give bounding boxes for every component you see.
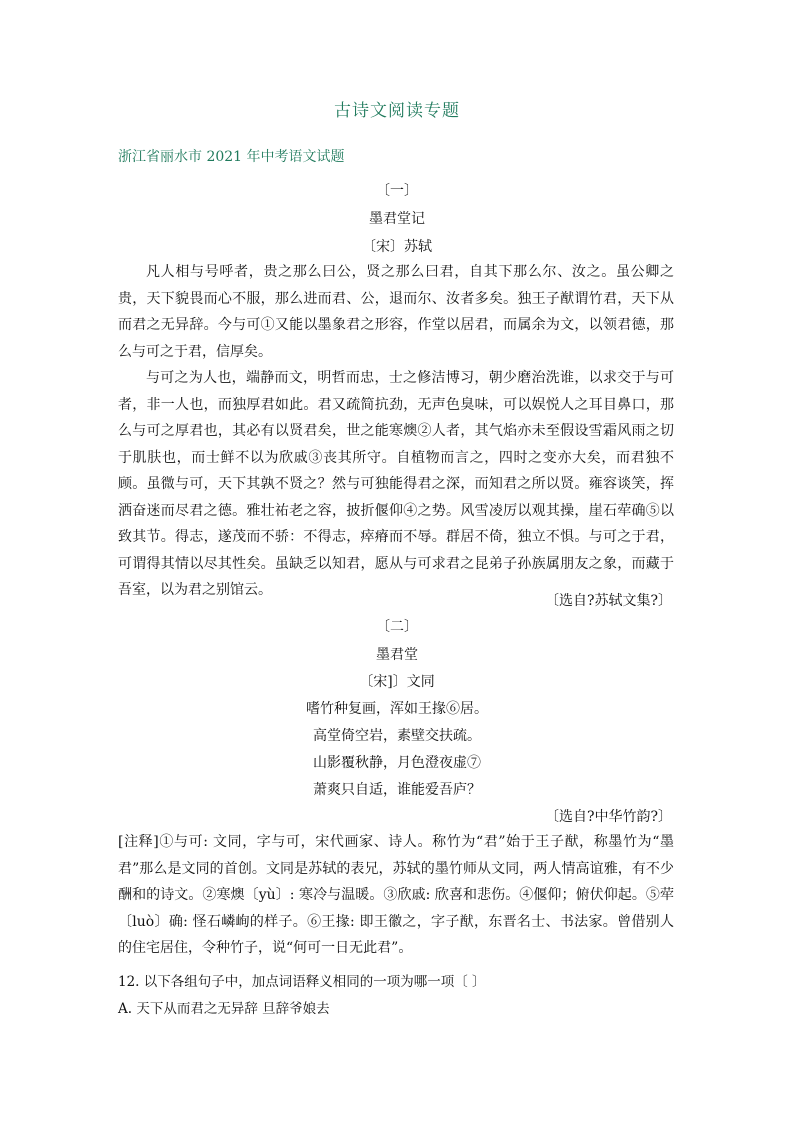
part2-label: 〔二〕 <box>376 619 418 635</box>
part2-author: 〔宋]〕文同 <box>359 674 435 690</box>
page-title: 古诗文阅读专题 <box>334 101 460 121</box>
annotation-notes: [注释]①与可: 文同，字与可，宋代画家、诗人。称竹为“君”始于王子猷，称墨竹为“墨君”那么是文同的首创。文同是苏轼的表兄，苏轼的墨竹师从文同，两人情高谊雅，有不少酬和的诗文。②寒燠〔yù〕: 寒冷与温暖。③欣戚: 欣喜和悲伤。④偃仰；俯伏仰起。⑤荦〔luò〕确: 怪石嶙峋的样子。⑥王掾: 即王徽之，字子猷，东晋名士、书法家。曾借别人的住宅居住，令种竹子，说“何可一日无此君”。 <box>118 834 674 956</box>
part1-paragraph-1: 凡人相与号呼者，贵之那么曰公，贤之那么曰君，自其下那么尔、汝之。虽公卿之贵，天下貌畏而心不服，那么进而君、公，退而尔、汝者多矣。独王子猷谓竹君，天下从而君之无异辞。今与可①又能以墨象君之形容，作堂以居君，而属余为文，以领君德，那么与可之于君，信厚矣。 <box>118 264 674 360</box>
part1-label: 〔一〕 <box>376 183 418 199</box>
part1-author: 〔宋〕苏轼 <box>362 239 432 255</box>
poem-line: 嗜竹种复画，浑如王掾⑥居。 <box>306 701 488 717</box>
part2-title: 墨君堂 <box>376 647 418 663</box>
part1-paragraph-2: 与可之为人也，端静而文，明哲而忠，士之修洁博习，朝少磨治洗谁，以求交于与可者，非一人也，而独厚君如此。君又疏简抗劲，无声色臭味，可以娱悦人之耳目鼻口，那么与可之厚君也，其必有以贤君矣，世之能寒燠②人者，其气焰亦未至假设雪霜风雨之切于肌肤也，而士鲜不以为欣戚③丧其所守。自植物而言之，四时之变亦大矣，而君独不顾。虽微与可，天下其孰不贤之？然与可独能得君之深，而知君之所以贤。雍容谈笑，挥洒奋迷而尽君之德。雅壮祐老之容，披折偃仰④之势。风雪凌厉以观其操，崖石荦确⑤以致其节。得志，遂茂而不骄：不得志，瘁瘠而不辱。群居不倚，独立不惧。与可之于君，可谓得其情以尽其性矣。虽缺乏以知君，愿从与可求君之昆弟子孙族属朋友之象，而藏于吾室，以为君之别馆云。 <box>118 370 674 598</box>
part1-title: 墨君堂记 <box>369 211 425 227</box>
part2-citation: 〔选自?中华竹韵?〕 <box>544 809 672 825</box>
poem-line: 高堂倚空岩，素壁交扶疏。 <box>313 728 481 744</box>
poem-line: 萧爽只自适，谁能爱吾庐？ <box>313 782 481 798</box>
question-option-a: A. 天下从而君之无异辞 旦辞爷娘去 <box>118 1001 330 1017</box>
part1-citation: 〔选自?苏轼文集?〕 <box>544 593 672 609</box>
question-stem: 12. 以下各组句子中，加点词语释义相同的一项为哪一项〔 〕 <box>118 974 486 990</box>
poem-line: 山影覆秋静，月色澄夜虚⑦ <box>313 755 481 771</box>
exam-source: 浙江省丽水市 2021 年中考语文试题 <box>118 149 345 165</box>
